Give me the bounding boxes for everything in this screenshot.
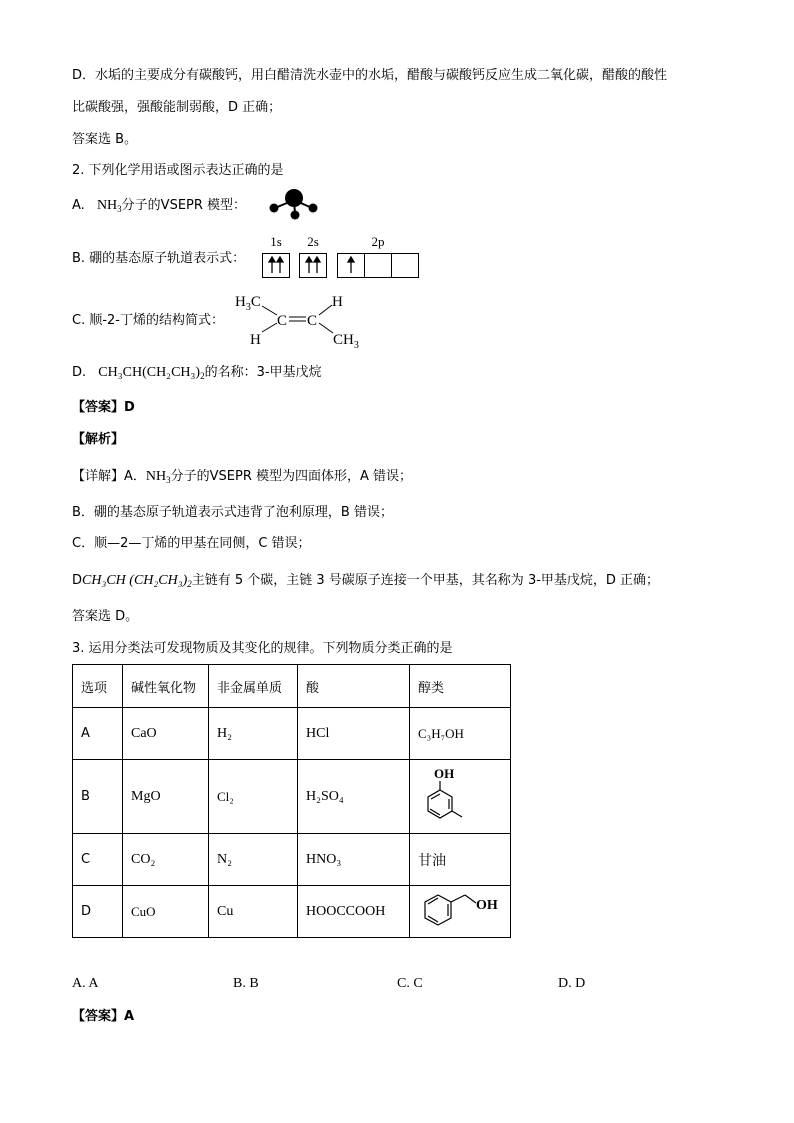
q3-answer: 【答案】A <box>72 1009 135 1024</box>
m-cresol-structure <box>418 766 472 828</box>
orbital-label-2s: 2s <box>307 234 319 249</box>
nh3-formula: $NH_3$ <box>96 198 122 214</box>
q3-stem: 3. 运用分类法可发现物质及其变化的规律。下列物质分类正确的是 <box>72 641 453 656</box>
q3-option-a: A. A <box>72 976 99 991</box>
prev-line-1: D．水垢的主要成分有碳酸钙，用白醋清洗水壶中的水垢，醋酸与碳酸钙反应生成二氧化碳，醋酸的酸性 <box>72 68 668 83</box>
svg-text:C: C <box>307 313 318 329</box>
svg-text:H: H <box>332 294 343 310</box>
header-nonmetal: 非金属单质 <box>209 665 298 708</box>
svg-text:C: C <box>277 313 288 329</box>
table-row: C CO₂ N₂ HNO₃ 甘油 <box>73 834 511 886</box>
detail-nh3-formula: $NH_3$ <box>145 469 171 485</box>
q2-analysis-label: 【解析】 <box>72 432 125 447</box>
header-acid: 酸 <box>298 665 410 708</box>
benzyl-alcohol-structure <box>418 889 504 935</box>
nh3-vsepr-model <box>265 188 325 222</box>
header-basic-oxide: 碱性氧化物 <box>123 665 209 708</box>
q2-option-b: B. 硼的基态原子轨道表示式： <box>72 251 246 266</box>
header-alcohol: 醇类 <box>410 665 511 708</box>
q2-detail-4: DCH₃CH $(CH_2CH_3)_2$主链有 5 个碳，主链 3 号碳原子连接一个甲基，其名称为 3-甲基戊烷，D 正确； <box>72 573 660 589</box>
svg-text:CH3: $CH_3$ <box>333 332 359 350</box>
q3-option-c: C. C <box>397 976 423 991</box>
classification-table <box>72 664 511 938</box>
detail-d-formula: CH₃CH $(CH_2CH_3)_2$ <box>82 573 192 589</box>
table-header-row <box>73 665 511 708</box>
q2-answer: 【答案】D <box>72 400 135 415</box>
cis-2-butene-structure <box>232 290 372 350</box>
prev-line-2: 比碳酸强，强酸能制弱酸，D 正确； <box>72 100 282 115</box>
orbital-label-1s: 1s <box>270 234 282 249</box>
svg-text:H: H <box>250 332 261 348</box>
table-row: A CaO H₂ HCl C₃H₇OH <box>73 708 511 760</box>
q2-detail-2: B．硼的基态原子轨道表示式违背了泡利原理，B 错误； <box>72 505 393 520</box>
q2-option-d: D. $CH_3CH(CH_2CH_3)_2$的名称：3-甲基戊烷 <box>72 365 322 381</box>
svg-text:OH: OH <box>476 897 498 913</box>
q3-option-b: B. B <box>233 976 259 991</box>
table-row: B MgO Cl₂ H₂SO₄ OH <box>73 760 511 834</box>
q2-stem: 2. 下列化学用语或图示表达正确的是 <box>72 163 284 178</box>
orbital-label-2p: 2p <box>371 234 385 249</box>
q2-final-answer: 答案选 D。 <box>72 609 139 624</box>
q2-detail-1: 【详解】A．$NH_3$分子的VSEPR 模型为四面体形，A 错误； <box>72 469 413 485</box>
q2-detail-3: C．顺—2—丁烯的甲基在同侧，C 错误； <box>72 536 311 551</box>
svg-text:OH: OH <box>434 765 455 781</box>
q3-option-d: D. D <box>558 976 586 991</box>
svg-text:H3C: $H_3C$ <box>235 294 261 313</box>
header-option: 选项 <box>73 665 123 708</box>
boron-orbital-diagram <box>258 233 428 281</box>
table-row: D CuO Cu HOOCCOOH OH <box>73 886 511 938</box>
option-d-formula: $CH_3CH(CH_2CH_3)_2$ <box>98 365 205 381</box>
q2-option-c: C. 顺-2-丁烯的结构简式： <box>72 313 224 328</box>
prev-answer: 答案选 B。 <box>72 132 138 147</box>
q2-option-a: A. $NH_3$分子的VSEPR 模型： <box>72 198 247 214</box>
